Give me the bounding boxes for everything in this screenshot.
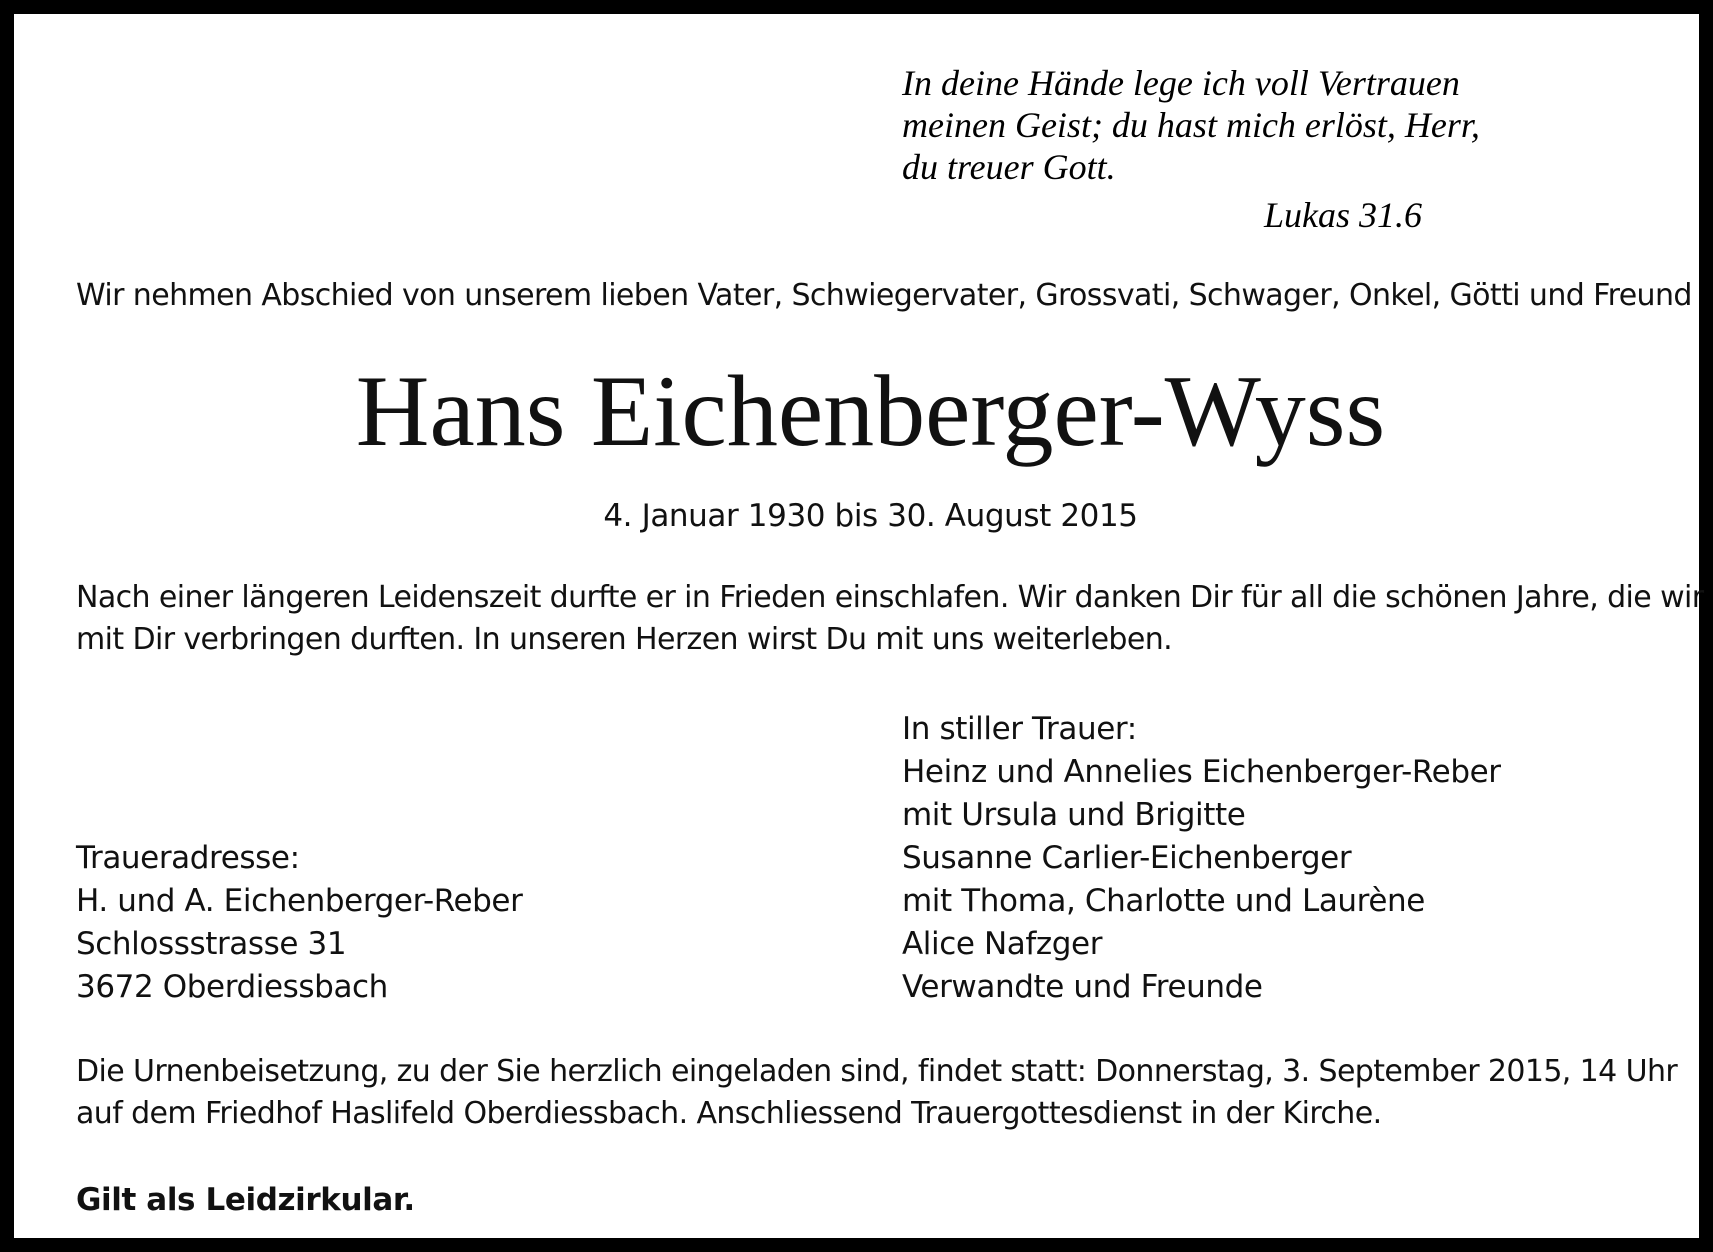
mourner-entry: mit Thoma, Charlotte und Laurène <box>902 883 1425 919</box>
address-line: 3672 Oberdiessbach <box>76 969 388 1005</box>
mourning-address <box>76 837 522 1009</box>
farewell-message <box>76 577 1704 661</box>
message-line: Nach einer längeren Leidenszeit durfte er in Frieden einschlafen. Wir danken Dir für all die schönen Jahre, die wir <box>76 580 1704 615</box>
message-line: mit Dir verbringen durften. In unseren Herzen wirst Du mit uns weiterleben. <box>76 622 1173 657</box>
mourner-entry: Susanne Carlier-Eichenberger <box>902 840 1352 876</box>
mourners-heading: In stiller Trauer: <box>902 711 1137 747</box>
address-heading: Traueradresse: <box>76 840 300 876</box>
closing-note: Gilt als Leidzirkular. <box>76 1182 415 1218</box>
burial-line: auf dem Friedhof Haslifeld Oberdiessbach. Anschliessend Trauergottesdienst in der Kirche. <box>76 1096 1382 1131</box>
mourners-list <box>902 708 1501 1009</box>
mourner-entry: Heinz und Annelies Eichenberger-Reber <box>902 754 1501 790</box>
verse-line: du treuer Gott. <box>902 147 1116 187</box>
address-line: Schlossstrasse 31 <box>76 926 347 962</box>
verse-line: In deine Hände lege ich voll Vertrauen <box>902 63 1460 103</box>
bible-verse <box>902 62 1480 188</box>
verse-reference: Lukas 31.6 <box>1263 195 1422 235</box>
deceased-name: Hans Eichenberger-Wyss <box>355 355 1386 468</box>
farewell-intro: Wir nehmen Abschied von unserem lieben Vater, Schwiegervater, Grossvati, Schwager, Onkel, Götti und Freund <box>76 278 1692 313</box>
burial-details <box>76 1051 1676 1135</box>
burial-line: Die Urnenbeisetzung, zu der Sie herzlich eingeladen sind, findet statt: Donnerstag, 3. September 2015, 14 Uhr <box>76 1054 1678 1089</box>
address-line: H. und A. Eichenberger-Reber <box>76 883 523 919</box>
mourner-entry: mit Ursula und Brigitte <box>902 797 1246 833</box>
mourner-entry: Alice Nafzger <box>902 926 1103 962</box>
verse-line: meinen Geist; du hast mich erlöst, Herr, <box>902 105 1480 145</box>
life-dates: 4. Januar 1930 bis 30. August 2015 <box>603 498 1138 534</box>
mourner-entry: Verwandte und Freunde <box>902 969 1263 1005</box>
